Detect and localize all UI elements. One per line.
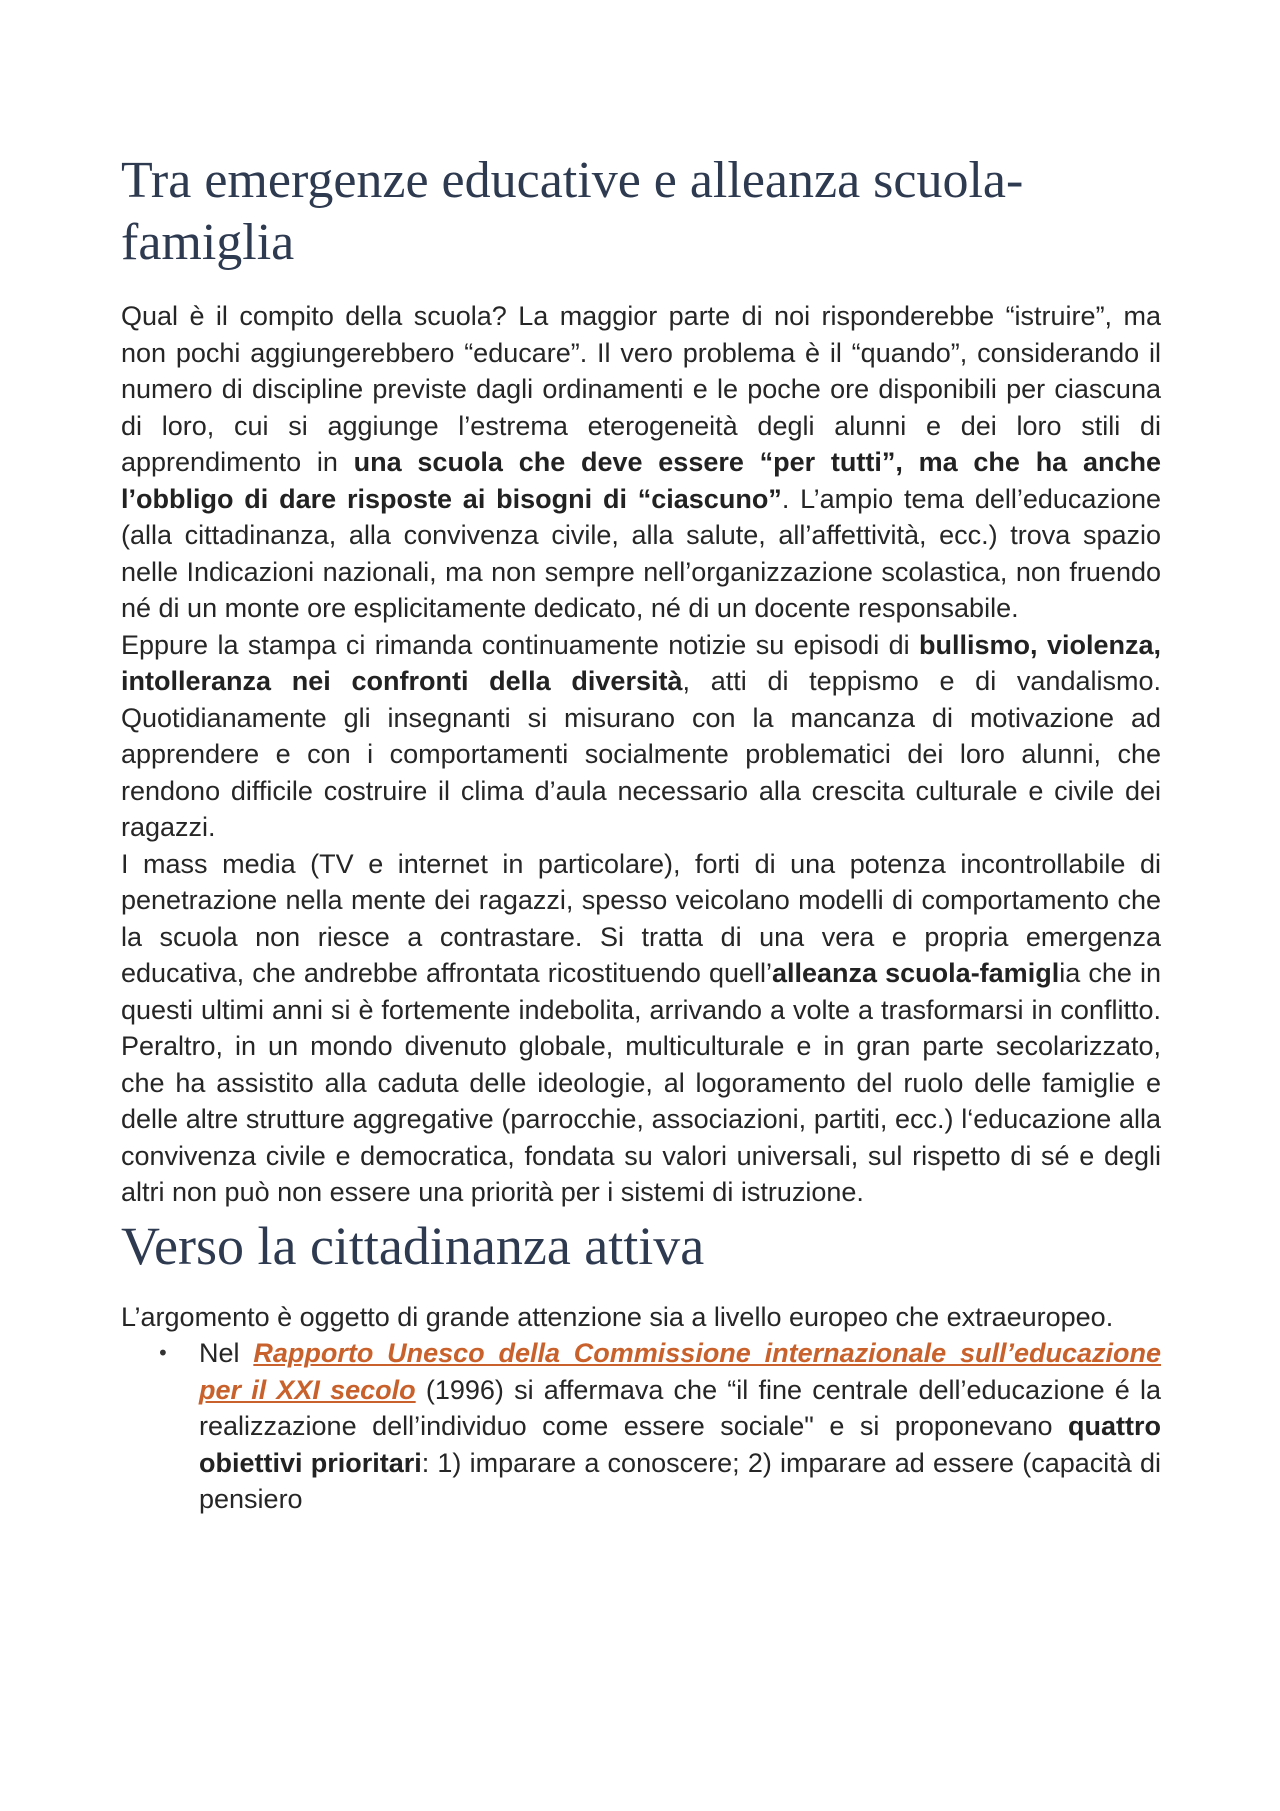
section-intro: L’argomento è oggetto di grande attenzione sia a livello europeo che extraeuropeo. — [121, 1301, 1114, 1332]
text-span: I mass media (TV e internet in particolare), forti di una potenza incontrollabile di penetrazione nella mente dei ragazzi, spesso veicolano modelli di comportamento che la scuola non riesce a contrastare. Si tratta di una vera e propria emergenza educativa, che andrebbe affrontata ricostituendo quell’ — [121, 848, 1161, 988]
bold-text: bullismo, violenza, intolleranza nei confronti della diversità — [121, 629, 1161, 696]
section-heading: Verso la cittadinanza attiva — [121, 1215, 705, 1276]
text-span: Nel — [199, 1338, 254, 1368]
text-span: Eppure la stampa ci rimanda continuamente notizie su episodi di — [121, 629, 920, 660]
page-title: Tra emergenze educative e alleanza scuola-famiglia — [121, 152, 1024, 271]
text-span: Qual è il compito della scuola? La maggior parte di noi risponderebbe “istruire”, ma non pochi aggiungerebbero “educare”. Il vero problema è il “quando”, considerando il numero di discipline previste dagli ordinamenti e le poche ore disponibili per ciascuna di loro, cui si aggiunge l’estrema eterogeneità degli alunni e dei loro stili di apprendimento in — [121, 301, 1161, 477]
text-span: . L’ampio tema dell’educazione (alla cittadinanza, alla convivenza civile, alla salute, all’affettività, ecc.) trova spazio nelle Indicazioni nazionali, ma non sempre nell’organizzazione scolastica, non fruendo né di un monte ore esplicitamente dedicato, né di un docente responsabile. — [121, 483, 1161, 623]
bullet-icon: • — [157, 1341, 169, 1365]
paragraph-1 — [121, 298, 1161, 627]
text-span: : 1) imparare a conoscere; 2) imparare ad essere (capacità di pensiero — [199, 1447, 1161, 1514]
text-span: , atti di teppismo e di vandalismo. Quotidianamente gli insegnanti si misurano con la mancanza di motivazione ad apprendere e con i comportamenti socialmente problematici dei loro alunni, che rendono difficile costruire il clima d’aula necessario alla crescita culturale e civile dei ragazzi. — [121, 666, 1161, 842]
bullet-list — [121, 1335, 1161, 1518]
bold-text: una scuola che deve essere “per tutti”, ma che ha anche l’obbligo di dare risposte ai bisogni di “ciascuno” — [121, 447, 1161, 514]
document-page — [121, 150, 1161, 1518]
unesco-report-link[interactable]: Rapporto Unesco della Commissione internazionale sull’educazione per il XXI secolo — [199, 1338, 1162, 1405]
list-item — [157, 1335, 1162, 1518]
paragraph-2 — [121, 627, 1161, 846]
paragraph-3 — [121, 846, 1161, 1211]
text-span: (1996) si affermava che “il fine centrale dell’educazione é la realizzazione dell’individuo come essere sociale" e si proponevano — [199, 1374, 1162, 1441]
text-span: ia che in questi ultimi anni si è fortemente indebolita, arrivando a volte a trasformarsi in conflitto. Peraltro, in un mondo divenuto globale, multiculturale e in gran parte secolarizzato, che ha assistito alla caduta delle ideologie, al logoramento del ruolo delle famiglie e delle altre strutture aggregative (parrocchie, associazioni, partiti, ecc.) l‘educazione alla convivenza civile e democratica, fondata su valori universali, sul rispetto di sé e degli altri non può non essere una priorità per i sistemi di istruzione. — [121, 958, 1161, 1207]
bold-text: quattro obiettivi prioritari — [199, 1411, 1161, 1478]
bold-text: alleanza scuola-famigl — [771, 958, 1060, 988]
